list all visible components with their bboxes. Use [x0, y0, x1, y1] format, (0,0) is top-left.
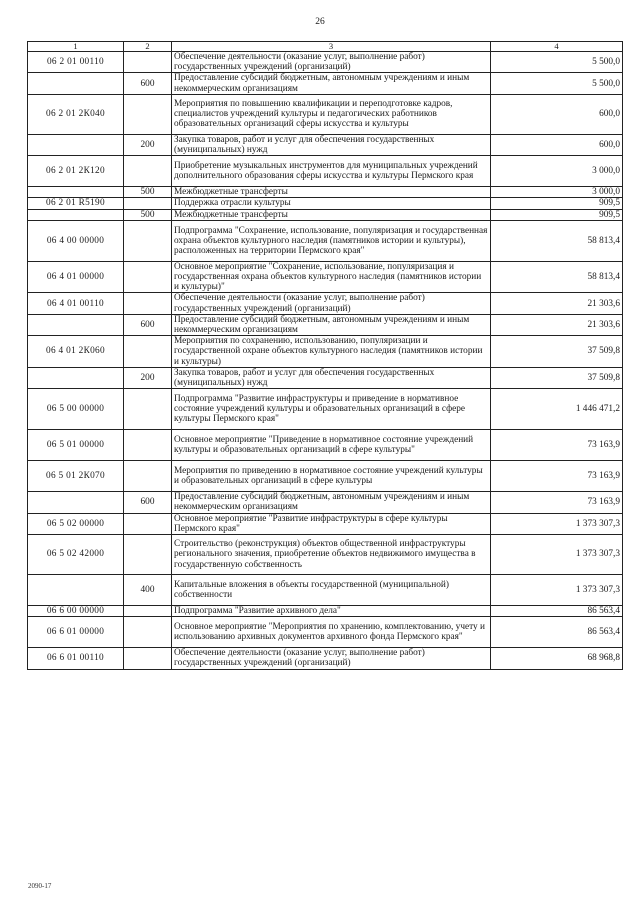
cell-name: Закупка товаров, работ и услуг для обеспечения государственных (муниципальных) нужд: [172, 134, 491, 155]
table-row: [28, 134, 623, 155]
cell-expense-type: [124, 220, 172, 261]
cell-target-code: 06 6 01 00110: [28, 648, 124, 669]
cell-target-code: 06 5 02 00000: [28, 513, 124, 534]
cell-target-code: [28, 134, 124, 155]
cell-expense-type: [124, 513, 172, 534]
cell-sum: 909,5: [491, 209, 623, 220]
cell-expense-type: [124, 389, 172, 430]
cell-expense-type: 400: [124, 575, 172, 606]
cell-name: Межбюджетные трансферты: [172, 209, 491, 220]
cell-name: Мероприятия по повышению квалификации и переподготовке кадров, специалистов учреждений культуры и педагогических работников образовательных организаций сферы искусства и культуры: [172, 94, 491, 134]
page-number: 26: [315, 17, 325, 27]
cell-name: Подпрограмма "Сохранение, использование, популяризация и государственная охрана объектов культурного наследия (памятников истории и культуры), расположенных на территории Пермского края": [172, 220, 491, 261]
cell-sum: 1 373 307,3: [491, 575, 623, 606]
cell-name: Предоставление субсидий бюджетным, автономным учреждениям и иным некоммерческим организациям: [172, 314, 491, 335]
table-row: [28, 314, 623, 335]
cell-expense-type: [124, 261, 172, 293]
cell-name: Обеспечение деятельности (оказание услуг, выполнение работ) государственных учреждений (организаций): [172, 648, 491, 669]
cell-target-code: [28, 314, 124, 335]
cell-sum: 1 373 307,3: [491, 513, 623, 534]
cell-sum: 37 509,8: [491, 367, 623, 388]
cell-expense-type: [124, 430, 172, 461]
cell-name: Подпрограмма "Развитие инфраструктуры и приведение в нормативное состояние учреждений культуры и образовательных организаций в сфере культуры Пермского края": [172, 389, 491, 430]
cell-expense-type: 600: [124, 492, 172, 513]
cell-target-code: 06 6 00 00000: [28, 606, 124, 617]
cell-expense-type: [124, 648, 172, 669]
cell-name: Приобретение музыкальных инструментов для муниципальных учреждений дополнительного образования сферы искусства и культуры Пермского края: [172, 156, 491, 187]
cell-target-code: [28, 209, 124, 220]
cell-sum: 73 163,9: [491, 461, 623, 492]
cell-expense-type: [124, 293, 172, 314]
cell-sum: 1 373 307,3: [491, 535, 623, 575]
table-row: [28, 367, 623, 388]
table-row: [28, 293, 623, 314]
cell-expense-type: 600: [124, 314, 172, 335]
cell-sum: 909,5: [491, 198, 623, 209]
cell-sum: 21 303,6: [491, 314, 623, 335]
cell-sum: 73 163,9: [491, 430, 623, 461]
cell-name: Предоставление субсидий бюджетным, автономным учреждениям и иным некоммерческим организациям: [172, 73, 491, 94]
cell-sum: 73 163,9: [491, 492, 623, 513]
header-col-2: 2: [124, 42, 172, 52]
cell-target-code: 06 4 01 2К060: [28, 336, 124, 368]
cell-target-code: 06 2 01 R5190: [28, 198, 124, 209]
cell-sum: 86 563,4: [491, 617, 623, 648]
header-col-4: 4: [491, 42, 623, 52]
cell-sum: 86 563,4: [491, 606, 623, 617]
cell-target-code: [28, 575, 124, 606]
cell-sum: 1 446 471,2: [491, 389, 623, 430]
cell-sum: 21 303,6: [491, 293, 623, 314]
table-row: [28, 156, 623, 187]
cell-sum: 5 500,0: [491, 73, 623, 94]
cell-name: Поддержка отрасли культуры: [172, 198, 491, 209]
cell-target-code: 06 2 01 2К120: [28, 156, 124, 187]
cell-expense-type: [124, 94, 172, 134]
cell-name: Обеспечение деятельности (оказание услуг, выполнение работ) государственных учреждений (организаций): [172, 293, 491, 314]
cell-target-code: 06 4 01 00110: [28, 293, 124, 314]
header-col-1: 1: [28, 42, 124, 52]
cell-expense-type: [124, 156, 172, 187]
cell-target-code: 06 4 01 00000: [28, 261, 124, 293]
cell-sum: 3 000,0: [491, 156, 623, 187]
cell-name: Закупка товаров, работ и услуг для обеспечения государственных (муниципальных) нужд: [172, 367, 491, 388]
cell-target-code: 06 5 00 00000: [28, 389, 124, 430]
cell-sum: 68 968,8: [491, 648, 623, 669]
cell-sum: 58 813,4: [491, 220, 623, 261]
cell-expense-type: 200: [124, 367, 172, 388]
cell-name: Основное мероприятие "Развитие инфраструктуры в сфере культуры Пермского края": [172, 513, 491, 534]
cell-name: Предоставление субсидий бюджетным, автономным учреждениям и иным некоммерческим организациям: [172, 492, 491, 513]
cell-sum: 58 813,4: [491, 261, 623, 293]
cell-name: Основное мероприятие "Мероприятия по хранению, комплектованию, учету и использованию архивных документов архивного фонда Пермского края": [172, 617, 491, 648]
cell-target-code: 06 2 01 2К040: [28, 94, 124, 134]
table-row: [28, 575, 623, 606]
cell-target-code: 06 6 01 00000: [28, 617, 124, 648]
cell-expense-type: [124, 461, 172, 492]
budget-table: [27, 41, 623, 670]
cell-expense-type: [124, 336, 172, 368]
table-row: [28, 648, 623, 669]
cell-name: Подпрограмма "Развитие архивного дела": [172, 606, 491, 617]
cell-expense-type: 500: [124, 187, 172, 198]
cell-target-code: [28, 492, 124, 513]
cell-name: Мероприятия по сохранению, использованию, популяризации и государственной охране объектов культурного наследия (памятников истории и культуры): [172, 336, 491, 368]
document-footer-code: 2090-17: [28, 882, 52, 890]
cell-sum: 3 000,0: [491, 187, 623, 198]
cell-name: Основное мероприятие "Сохранение, использование, популяризация и государственная охрана объектов культурного наследия (памятников истории и культуры)": [172, 261, 491, 293]
cell-expense-type: 500: [124, 209, 172, 220]
header-col-3: 3: [172, 42, 491, 52]
table-row: [28, 389, 623, 430]
table-row: [28, 220, 623, 261]
cell-sum: 37 509,8: [491, 336, 623, 368]
table-row: [28, 606, 623, 617]
cell-target-code: [28, 367, 124, 388]
cell-sum: 600,0: [491, 134, 623, 155]
cell-sum: 5 500,0: [491, 52, 623, 73]
cell-name: Обеспечение деятельности (оказание услуг, выполнение работ) государственных учреждений (организаций): [172, 52, 491, 73]
cell-target-code: [28, 73, 124, 94]
cell-name: Капитальные вложения в объекты государственной (муниципальной) собственности: [172, 575, 491, 606]
table-row: [28, 430, 623, 461]
cell-name: Строительство (реконструкция) объектов общественной инфраструктуры регионального значения, приобретение объектов недвижимого имущества в государственную собственность: [172, 535, 491, 575]
table-row: [28, 513, 623, 534]
cell-target-code: [28, 187, 124, 198]
cell-target-code: 06 4 00 00000: [28, 220, 124, 261]
cell-expense-type: [124, 606, 172, 617]
cell-name: Мероприятия по приведению в нормативное состояние учреждений культуры и образовательных организаций в сфере культуры: [172, 461, 491, 492]
table-header-row: [28, 42, 623, 52]
table-row: [28, 198, 623, 209]
table-row: [28, 261, 623, 293]
cell-expense-type: [124, 52, 172, 73]
cell-expense-type: 600: [124, 73, 172, 94]
table-row: [28, 94, 623, 134]
cell-name: Основное мероприятие "Приведение в нормативное состояние учреждений культуры и образовательных организаций в сфере культуры": [172, 430, 491, 461]
cell-sum: 600,0: [491, 94, 623, 134]
table-row: [28, 336, 623, 368]
table-row: [28, 73, 623, 94]
table-row: [28, 187, 623, 198]
cell-target-code: 06 5 02 42000: [28, 535, 124, 575]
table-row: [28, 461, 623, 492]
cell-expense-type: [124, 198, 172, 209]
cell-expense-type: [124, 535, 172, 575]
table-row: [28, 617, 623, 648]
table-row: [28, 492, 623, 513]
cell-expense-type: [124, 617, 172, 648]
table-row: [28, 209, 623, 220]
cell-name: Межбюджетные трансферты: [172, 187, 491, 198]
cell-expense-type: 200: [124, 134, 172, 155]
cell-target-code: 06 5 01 2К070: [28, 461, 124, 492]
table-row: [28, 52, 623, 73]
cell-target-code: 06 2 01 00110: [28, 52, 124, 73]
cell-target-code: 06 5 01 00000: [28, 430, 124, 461]
table-row: [28, 535, 623, 575]
